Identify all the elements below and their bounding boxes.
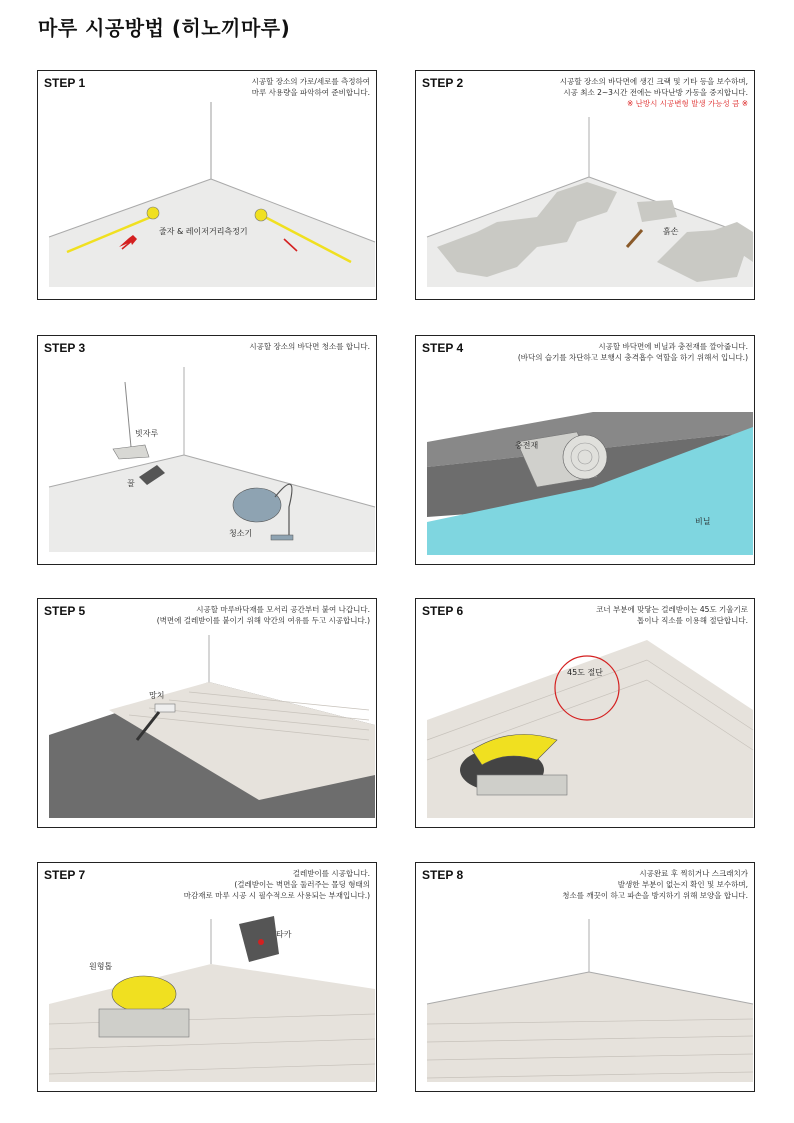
desc-line: 시공할 장소의 가로/세로를 측정하여 — [251, 77, 370, 86]
desc-line: 걸레받이를 시공합니다. — [292, 869, 370, 878]
desc-line: 청소를 깨끗이 하고 파손을 방지하기 위해 보양을 합니다. — [562, 891, 748, 900]
step-2-illustration — [417, 72, 755, 300]
callout-label: 비닐 — [695, 517, 711, 526]
step-label: STEP 2 — [422, 76, 464, 90]
step-3-panel — [37, 335, 377, 565]
step-1-illustration — [39, 72, 377, 300]
step-8-illustration — [417, 864, 755, 1092]
wood-planks — [427, 640, 753, 818]
step-5-panel — [37, 598, 377, 828]
step-label: STEP 3 — [44, 341, 86, 355]
desc-line: (바닥의 습기를 차단하고 보행시 충격흡수 역할을 하기 위해서 입니다.) — [517, 353, 748, 362]
step-label: STEP 8 — [422, 868, 464, 882]
step-6-panel — [415, 598, 755, 828]
desc-line: 시공할 장소의 바닥면 청소를 합니다. — [249, 342, 370, 351]
callout-label: 충전재 — [515, 441, 539, 450]
hammer-icon — [155, 704, 175, 712]
desc-line: (걸레받이는 벽면을 둘러주는 몰딩 형태의 — [234, 880, 370, 889]
desc-line: 시공완료 후 찍히거나 스크래치가 — [639, 869, 748, 878]
callout-label: 망치 — [149, 691, 165, 700]
step-6-illustration — [417, 600, 755, 828]
page-title: 마루 시공방법 (히노끼마루) — [38, 16, 291, 40]
desc-line: 마감재로 마루 시공 시 필수적으로 사용되는 부재입니다.) — [183, 891, 370, 900]
step-5-illustration — [39, 600, 377, 828]
callout-label: 청소기 — [229, 529, 253, 538]
desc-line: 톱이나 직소를 이용해 절단합니다. — [637, 616, 748, 625]
callout-label: 꿀 — [127, 479, 135, 488]
step-7-panel — [37, 862, 377, 1092]
callout-label: 원형톱 — [89, 962, 113, 971]
callout-label: 빗자루 — [135, 429, 159, 438]
step-2-panel — [415, 70, 755, 300]
step-label: STEP 4 — [422, 341, 464, 355]
step-3-illustration — [39, 337, 377, 565]
tape-measure-icon — [147, 207, 159, 219]
desc-line: 시공 최소 2~3시간 전에는 바닥난방 가동을 중지합니다. — [563, 88, 748, 97]
desc-line: 시공할 바닥면에 비닐과 충전재를 깔아줍니다. — [598, 342, 748, 351]
callout-label: 45도 절단 — [567, 668, 603, 677]
step-4-illustration — [417, 337, 755, 565]
finished-floor — [427, 972, 753, 1082]
desc-line: 시공할 장소의 바닥면에 생긴 크랙 및 기타 등을 보수하며, — [559, 77, 748, 86]
laser-meter-icon — [255, 209, 267, 221]
wood-planks — [49, 964, 375, 1082]
desc-line: (벽면에 걸레받이를 붙이기 위해 약간의 여유를 두고 시공합니다.) — [156, 616, 370, 625]
step-1-panel — [37, 70, 377, 300]
callout-label: 흙손 — [663, 227, 679, 236]
desc-line: 코너 부분에 맞닿는 걸레받이는 45도 기울기로 — [596, 605, 748, 614]
desc-line: 시공할 마루바닥재를 모서리 공간부터 붙여 나갑니다. — [196, 605, 370, 614]
broom-icon — [125, 382, 131, 447]
step-label: STEP 7 — [44, 868, 86, 882]
callout-label: 타카 — [276, 930, 292, 939]
step-8-panel — [415, 862, 755, 1092]
step-4-panel — [415, 335, 755, 565]
step-7-illustration — [39, 864, 377, 1092]
desc-line: 발생한 부분이 없는지 확인 및 보수하며, — [617, 880, 748, 889]
desc-line: 마루 사용량을 파악하여 준비합니다. — [251, 88, 370, 97]
callout-label: 줄자 & 레이저거리측정기 — [159, 227, 248, 236]
nail-gun-icon — [239, 916, 279, 962]
step-label: STEP 1 — [44, 76, 86, 90]
step-label: STEP 6 — [422, 604, 464, 618]
warning-note: ※ 난방시 시공변형 발생 가능성 큼 ※ — [626, 99, 748, 108]
vacuum-icon — [233, 488, 281, 522]
step-label: STEP 5 — [44, 604, 86, 618]
